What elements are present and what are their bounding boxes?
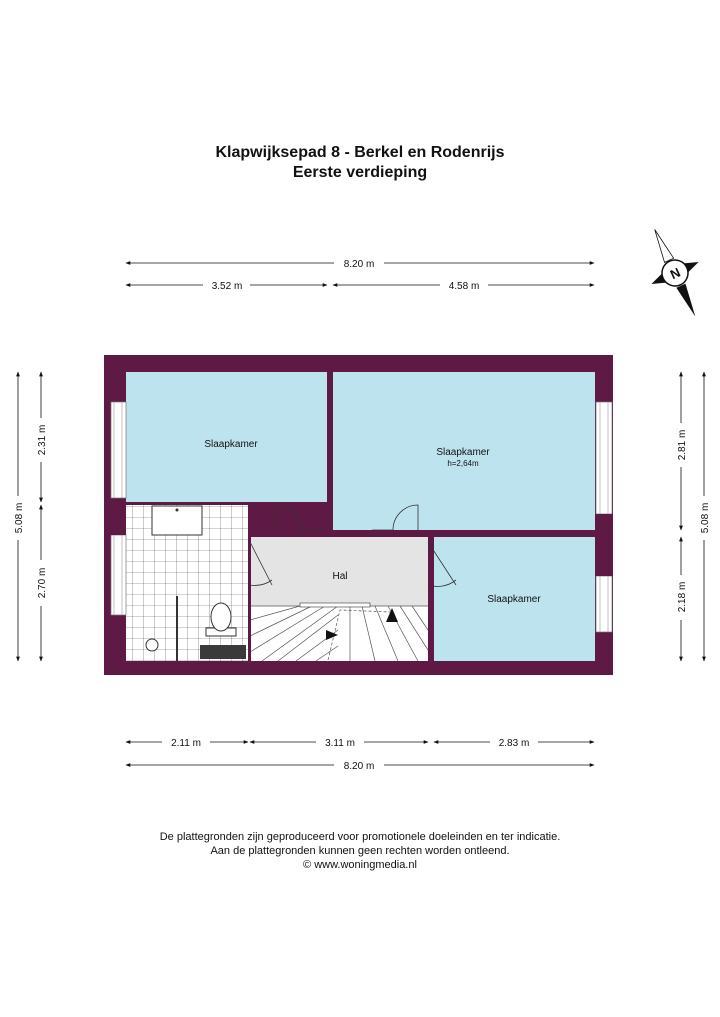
- shower-drain: [146, 639, 158, 651]
- bedroom-main-label: Slaapkamer: [436, 447, 490, 458]
- bathroom-cabinet: [200, 645, 246, 659]
- dim-top-total: 8.20 m: [343, 259, 375, 270]
- sink-drain: [176, 509, 179, 512]
- dim-top-right: 4.58 m: [448, 281, 480, 292]
- bedroom-left-label: Slaapkamer: [204, 439, 258, 450]
- disclaimer-line-1: De plattegronden zijn geproduceerd voor promotionele doeleinden en ter indicatie.: [159, 831, 561, 843]
- dim-right-total: 5.08 m: [700, 502, 711, 534]
- dim-left-total: 5.08 m: [14, 502, 25, 534]
- copyright-link[interactable]: © www.woningmedia.nl: [303, 859, 417, 871]
- dim-bottom-mid: 3.11 m: [325, 738, 355, 749]
- stair-handrail: [300, 603, 370, 607]
- compass-icon: [631, 219, 719, 328]
- dim-bottom-right: 2.83 m: [498, 738, 530, 749]
- hall-label: Hal: [332, 571, 348, 582]
- dim-left-lower: 2.70 m: [37, 567, 48, 599]
- bedroom-main-height: h=2,64m: [447, 459, 479, 468]
- dim-right-lower: 2.18 m: [677, 581, 688, 613]
- floor-name: Eerste verdieping: [292, 164, 428, 181]
- dim-top-left: 3.52 m: [211, 281, 243, 292]
- floorplan-title: Klapwijksepad 8 - Berkel en Rodenrijs: [215, 144, 505, 161]
- dim-left-upper: 2.31 m: [37, 424, 48, 456]
- dim-right-upper: 2.81 m: [677, 429, 688, 461]
- bedroom-small-label: Slaapkamer: [487, 594, 541, 605]
- toilet-bowl: [211, 603, 231, 631]
- compass-north-label: N: [667, 264, 683, 283]
- dim-bottom-total: 8.20 m: [343, 761, 375, 772]
- dim-bottom-left: 2.11 m: [171, 738, 201, 749]
- bedroom-left-floor: [126, 372, 327, 502]
- disclaimer-line-2: Aan de plattegronden kunnen geen rechten worden ontleend.: [210, 845, 510, 857]
